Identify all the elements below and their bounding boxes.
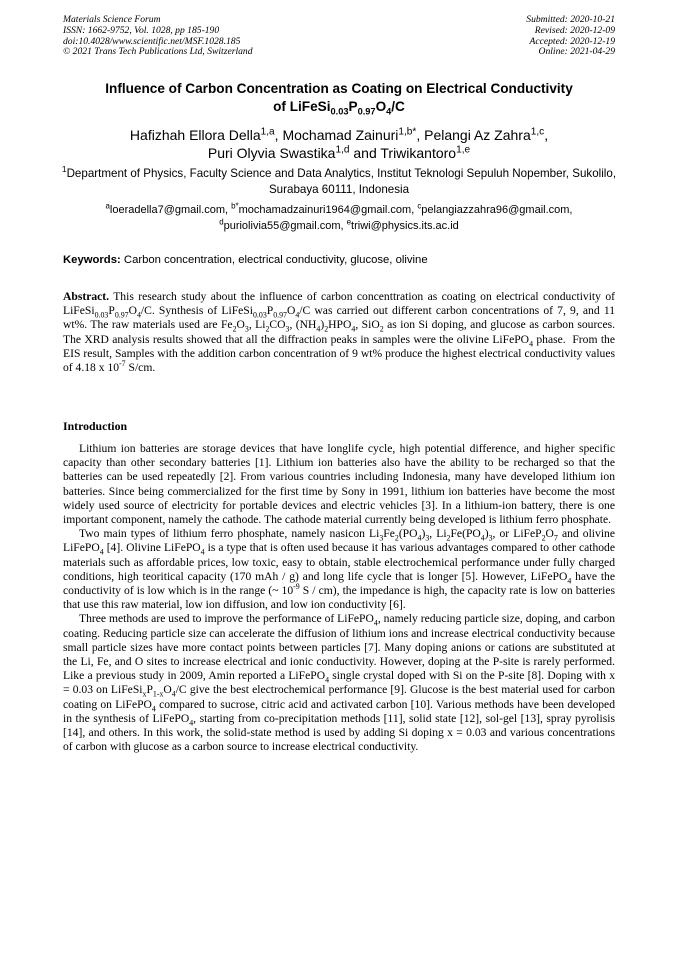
title-line-1: Influence of Carbon Concentration as Coating on Electrical Conductivity xyxy=(105,81,573,96)
journal-doi[interactable]: doi:10.4028/www.scientific.net/MSF.1028.185 xyxy=(63,35,241,47)
affiliation: $^1$Department of Physics, Faculty Science and Data Analytics, Institut Teknologi Sepuluh Nopember, Sukolilo, Surabaya 60111, Indonesia xyxy=(61,164,617,196)
email-link[interactable]: pelangiazzahra96@gmail.com, xyxy=(421,204,573,216)
abstract xyxy=(63,290,615,375)
journal-issn: ISSN: 1662-9752, Vol. 1028, pp 185-190 xyxy=(63,24,220,36)
date-revised: Revised: 2020-12-09 xyxy=(534,24,615,36)
author-list: Hafizhah Ellora Della$^{1,a}$, Mochamad Zainuri$^{1,b*}$, Pelangi Az Zahra$^{1,c}$, Puri Olyvia Swastika$^{1,d}$ and Triwikantoro$^{1,e}$ xyxy=(129,126,549,161)
introduction-body xyxy=(63,442,615,754)
journal-header-right xyxy=(526,15,615,58)
paper-title xyxy=(50,80,628,115)
author-name: Mochamad Zainuri xyxy=(282,127,399,143)
author-name: Puri Olyvia Swastika xyxy=(207,145,336,161)
email-link[interactable]: puriolivia55@gmail.com, xyxy=(223,220,347,232)
section-heading-introduction: Introduction xyxy=(63,419,128,433)
journal-copyright: © 2021 Trans Tech Publications Ltd, Switzerland xyxy=(63,46,253,58)
email-link[interactable]: loeradella7@gmail.com, xyxy=(109,204,232,216)
keywords xyxy=(63,253,615,267)
author-emails: $^a$loeradella7@gmail.com, $^{b*}$mochamadzainuri1964@gmail.com, $^c$pelangiazzahra96@gmail.com, $^d$puriolivia55@gmail.com, $^e$triwi@physics.its.ac.id xyxy=(105,201,573,232)
date-online: Online: 2021-04-29 xyxy=(538,46,615,58)
paragraph: Two main types of lithium ferro phosphate, namely nasicon $Li_3Fe_2(PO_4)_3$, $Li_2Fe(PO_4)_3$, or $LiFeP_2O_7$ and olivine LiFePO$_4$ [4]. Olivine LiFePO$_4$ is a type that is often used because it has various advantages compared to other cathode materials such as affordable prices, low toxic, easy to obtain, stable electrochemical performance under fully charged conditions, high teoritical capacity (170 mAh / g) and long life cycle that is longer [5]. However, LiFePO$_4$ have the conductivity of is low which is in the range (~ $10^{-9}$ S / cm), the impedance is high, the capacity rate is low on batteries that use this raw material, low ion diffusion, and low ion conductivity [6]. xyxy=(63,527,615,612)
author-name: Hafizhah Ellora Della xyxy=(129,127,261,143)
author-name: Pelangi Az Zahra xyxy=(424,127,531,143)
paragraph: Lithium ion batteries are storage devices that have longlife cycle, high potential difference, and higher specific capacity than other secondary batteries [1]. Lithium ion batteries also have the ability to be recharged so that the batteries can be used repeatedly [2]. From various countries including Indonesia, many have developed lithium ion batteries. Since being commercialized for the first time by Sony in 1991, lithium ion batteries have become the most widely used source of electricity for portable devices and electric vehicles [3]. In a lithium-ion battery, there is one important component, namely the cathode. The cathode material currently being developed is lithium ferro phosphate. xyxy=(63,442,615,527)
keywords-label: Keywords: xyxy=(63,254,121,266)
date-accepted: Accepted: 2020-12-19 xyxy=(529,35,615,47)
title-line-2: of $LiFeSi_{0.03}P_{0.97}O_4/C$ xyxy=(273,98,405,117)
journal-name: Materials Science Forum xyxy=(63,14,161,25)
date-submitted: Submitted: 2020-10-21 xyxy=(526,14,615,25)
email-link[interactable]: triwi@physics.its.ac.id xyxy=(351,220,459,232)
abstract-label: Abstract. xyxy=(63,290,110,303)
abstract-text: This research study about the influence of carbon concenttration as coating on electrical conductivity of $LiFeSi_{0.03}P_{0.97}O_4/C$. Synthesis of $LiFeSi_{0.03}P_{0.97}O_4/C$ was carried out different carbon concentrations of 7, 9, and 11 wt%. The raw materials used are $Fe_2O_3$, $Li_2CO_3$, $(NH_4)_2HPO_4$, SiO$_2$ as ion Si doping, and glucose as carbon sources. The XRD analysis results showed that all the diffraction peaks in samples were the olivine LiFePO$_4$ phase. From the EIS result, Samples with the addition carbon concentration of 9 wt% produce the highest electrical conductivity values of 4.18 x $10^{-7}$ S/cm. xyxy=(63,290,616,375)
keywords-text: Carbon concentration, electrical conductivity, glucose, olivine xyxy=(120,254,428,266)
author-name: Triwikantoro xyxy=(380,145,457,161)
journal-header-left xyxy=(63,15,253,58)
email-link[interactable]: mochamadzainuri1964@gmail.com, xyxy=(238,204,418,216)
paragraph: Three methods are used to improve the performance of LiFePO$_4$, namely reducing particle size, doping, and carbon coating. Reducing particle size can accelerate the diffusion of lithium ions and increase electrical conductivity because small particle sizes have more contact points between particles [7]. Many doping anions or cations are substituted at the Li, Fe, and O sites to increase electrical and ionic conductivity. However, doping at the P-site is rarely performed. Like a previous study in 2009, Amin reported a LiFePO$_4$ single crystal doped with Si on the P-site [8]. Doping with x = 0.03 on $LiFeSi_xP_{1-x}O_4/C$ give the best electrochemical performance [9]. Glucose is the best material used for carbon coating on LiFePO$_4$ compared to sucrose, citric acid and activated carbon [10]. Various methods have been developed in the synthesis of LiFePO$_4$, starting from co-precipitation methods [11], solid state [12], sol-gel [13], spray pyrolisis [14], and others. In this work, the solid-state method is used by adding Si doping x = 0.03 and various concentrations of carbon with glucose as a carbon source to increase electrical conductivity. xyxy=(63,612,616,754)
